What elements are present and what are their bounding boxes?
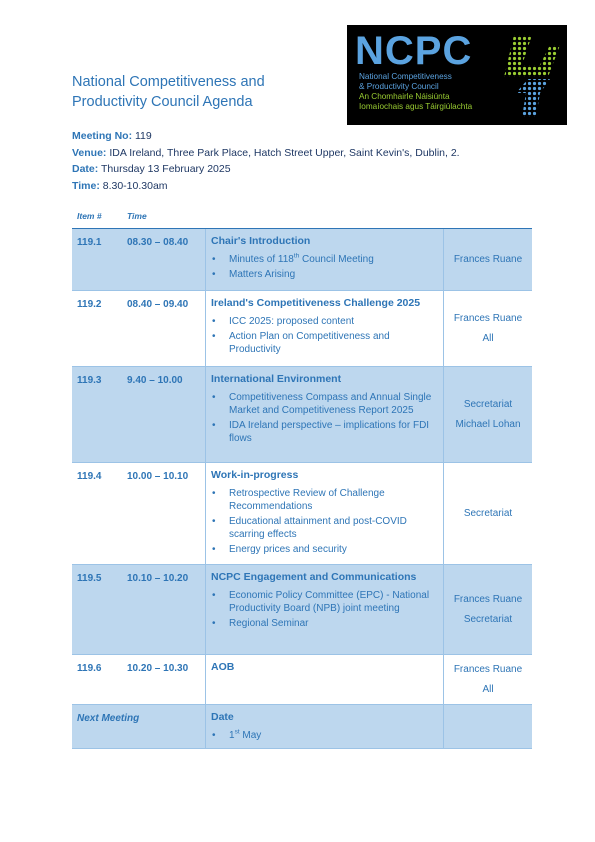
owner-name: All [482, 683, 494, 695]
item-topic [206, 565, 444, 655]
logo-line3: An Chomhairle Náisiúnta [359, 92, 450, 101]
item-topic [206, 291, 444, 367]
owner-name: Secretariat [463, 507, 513, 519]
item-topic [206, 229, 444, 291]
bullet-item: • Minutes of 118th Council Meeting [229, 253, 439, 266]
item-time: 08.40 – 09.40 [127, 291, 206, 367]
topic-bullets [211, 391, 439, 445]
item-owner [444, 367, 533, 463]
owner-name: Frances Ruane [453, 253, 523, 265]
item-topic [206, 655, 444, 705]
topic-title: Work-in-progress [211, 469, 299, 481]
item-number: 119.2 [72, 291, 127, 367]
meeting-venue: Venue: IDA Ireland, Three Park Place, Hatch Street Upper, Saint Kevin's, Dublin, 2. [72, 146, 460, 159]
agenda-table [72, 211, 532, 749]
bullet-item: • Matters Arising [229, 268, 439, 281]
meeting-details [72, 128, 460, 194]
topic-title: NCPC Engagement and Communications [211, 571, 417, 583]
logo-line1: National Competitiveness [359, 72, 452, 81]
ncpc-logo [347, 25, 567, 125]
header-owner-blank [444, 211, 533, 229]
item-number: 119.5 [72, 565, 127, 655]
next-meeting-topic [206, 705, 444, 749]
logo-line4: Iomaíochais agus Táirgiúlachta [359, 102, 473, 111]
topic-title: International Environment [211, 373, 342, 385]
topic-bullets [211, 487, 439, 556]
owner-name: Michael Lohan [455, 418, 521, 430]
bullet-item: • Energy prices and security [229, 543, 439, 556]
agenda-title-line2: Productivity Council Agenda [72, 94, 253, 110]
next-meeting-bullets [211, 729, 439, 742]
owner-name: Frances Ruane [453, 593, 523, 605]
item-number: 119.4 [72, 463, 127, 565]
next-meeting-date: • 1st May [229, 729, 439, 742]
agenda-row [72, 291, 532, 367]
header-item: Item # [72, 211, 127, 229]
agenda-row [72, 565, 532, 655]
item-number: 119.1 [72, 229, 127, 291]
meeting-time: Time: 8.30-10.30am [72, 179, 168, 192]
item-owner [444, 655, 533, 705]
owner-name: Secretariat [463, 613, 513, 625]
item-number: 119.6 [72, 655, 127, 705]
topic-bullets [211, 253, 439, 281]
next-meeting-owner-blank [444, 705, 533, 749]
item-time: 10.00 – 10.10 [127, 463, 206, 565]
logo-dotted-mark-icon [492, 31, 562, 121]
owner-name: Secretariat [463, 398, 513, 410]
item-number: 119.3 [72, 367, 127, 463]
header-time: Time [127, 211, 206, 229]
item-topic [206, 463, 444, 565]
meeting-number: Meeting No: 119 [72, 130, 152, 142]
bullet-item: • Economic Policy Committee (EPC) - National Productivity Board (NPB) joint meeting [229, 589, 439, 615]
item-time: 10.10 – 10.20 [127, 565, 206, 655]
item-topic [206, 367, 444, 463]
topic-title: Chair's Introduction [211, 235, 311, 247]
agenda-title-line1: National Competitiveness and [72, 74, 265, 90]
item-owner [444, 565, 533, 655]
owner-name: All [482, 332, 494, 344]
owner-name: Frances Ruane [453, 312, 523, 324]
bullet-item: • Retrospective Review of Challenge Recommendations [229, 487, 439, 513]
item-time: 9.40 – 10.00 [127, 367, 206, 463]
header-topic-blank [206, 211, 444, 229]
topic-bullets [211, 589, 439, 630]
bullet-item: • Action Plan on Competitiveness and Productivity [229, 330, 439, 356]
bullet-item: • IDA Ireland perspective – implications for FDI flows [229, 419, 439, 445]
item-owner [444, 229, 533, 291]
item-owner [444, 291, 533, 367]
item-owner [444, 463, 533, 565]
owner-name: Frances Ruane [453, 663, 523, 675]
agenda-row [72, 229, 532, 291]
agenda-row [72, 367, 532, 463]
topic-bullets [211, 315, 439, 356]
next-meeting-title: Date [211, 711, 234, 723]
agenda-header-row [72, 211, 532, 229]
agenda-title [72, 72, 332, 112]
bullet-item: • ICC 2025: proposed content [229, 315, 439, 328]
agenda-row [72, 463, 532, 565]
bullet-item: • Regional Seminar [229, 617, 439, 630]
next-meeting-label: Next Meeting [72, 705, 206, 749]
bullet-item: • Competitiveness Compass and Annual Single Market and Competitiveness Report 2025 [229, 391, 439, 417]
meeting-date: Date: Thursday 13 February 2025 [72, 163, 231, 175]
logo-line2: & Productivity Council [359, 82, 439, 91]
bullet-item: • Educational attainment and post-COVID scarring effects [229, 515, 439, 541]
next-meeting-row [72, 705, 532, 749]
item-time: 10.20 – 10.30 [127, 655, 206, 705]
topic-title: Ireland's Competitiveness Challenge 2025 [211, 297, 421, 309]
agenda-row [72, 655, 532, 705]
logo-acronym: NCPC [355, 29, 473, 73]
item-time: 08.30 – 08.40 [127, 229, 206, 291]
topic-title: AOB [211, 661, 235, 673]
